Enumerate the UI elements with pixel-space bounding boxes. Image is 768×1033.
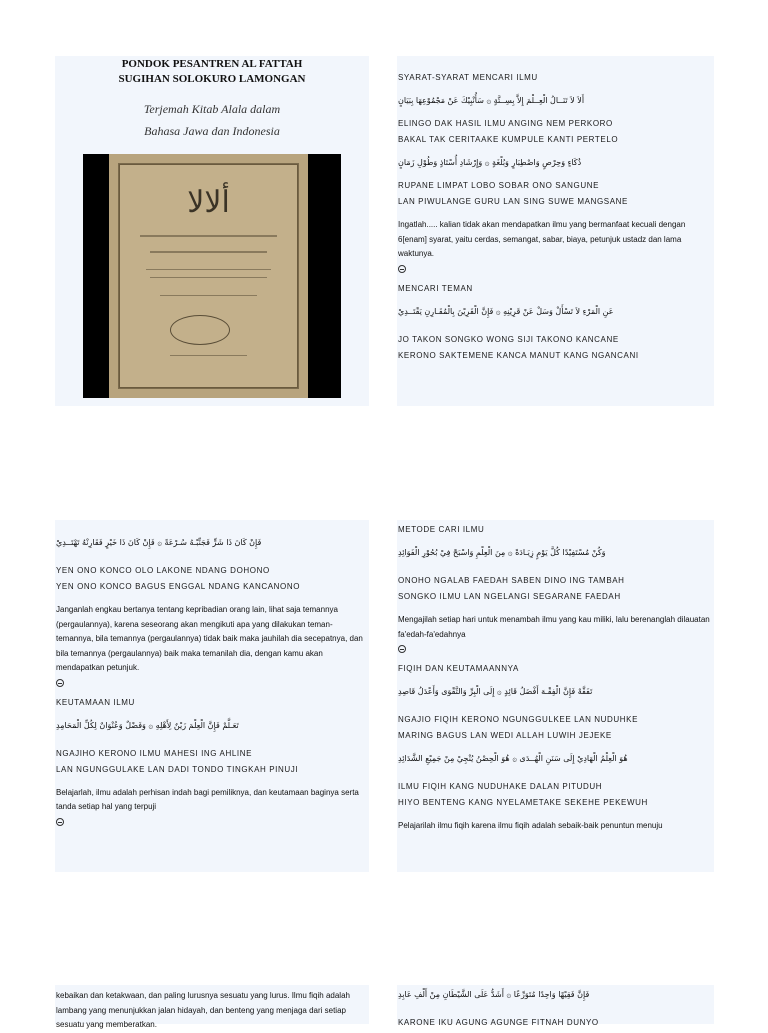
indonesian-paragraph: kebaikan dan ketakwaan, dan paling lurusnya sesuatu yang lurus. Ilmu fiqih adalah lambang yang menunjukkan jalan hidayah, dan benteng yang menjaga dari setiap sesuatu yang memberatkan.: [56, 991, 350, 1029]
javanese-line: JO TAKON SONGKO WONG SIJI TAKONO KANCANE: [398, 334, 619, 344]
subtitle-line1: Terjemah Kitab Alala dalam: [143, 102, 281, 116]
javanese-line: ILMU FIQIH KANG NUDUHAKE DALAN PITUDUH: [398, 782, 603, 791]
javanese-line: RUPANE LIMPAT LOBO SOBAR ONO SANGUNE: [398, 181, 600, 190]
line-break-icon: [56, 818, 64, 826]
line-break-icon: [56, 679, 64, 687]
arabic-verse: عَنِ الْمَرْءِ لاَ تَسْأَلْ وَسَلْ عَنْ قَرِيْنِهِ ۞ فَإِنَّ الْقَرِيْنَ بِالْمُقَـارِنِ يَقْتَــدِيْ: [398, 306, 614, 316]
cover-text-line: [140, 235, 277, 237]
indonesian-paragraph: Pelajarilah ilmu fiqih karena ilmu fiqih adalah sebaik-baik penuntun menuju: [398, 821, 663, 830]
javanese-line: KARONE IKU AGUNG AGUNGE FITNAH DUNYO: [398, 1018, 599, 1027]
school-name-line2: SUGIHAN SOLOKURO LAMONGAN: [118, 73, 306, 85]
book-cover-art: [109, 154, 308, 398]
javanese-line: NGAJIO FIQIH KERONO NGUNGGULKEE LAN NUDUHKE: [398, 715, 639, 724]
page2-right-card: [397, 520, 714, 872]
page3-left-card: [55, 985, 369, 1029]
arabic-verse: تَفَقَّهْ فَإِنَّ الْفِقْـهَ أَفْضَلُ قَائِدٍ ۞ إِلَى الْبِرِّ وَالتَّقْوَى وَأَعْدَلُ قَاصِدِ: [398, 687, 593, 696]
subtitle-line2: Bahasa Jawa dan Indonesia: [144, 124, 280, 138]
javanese-line: LAN NGUNGGULAKE LAN DADI TONDO TINGKAH PINUJI: [56, 764, 299, 774]
javanese-line: MARING BAGUS LAN WEDI ALLAH LUWIH JEJEKE: [398, 731, 612, 740]
section-heading: KEUTAMAAN ILMU: [56, 697, 135, 707]
cover-text-line: [146, 269, 271, 270]
page3-right-card: [397, 985, 714, 1027]
cover-emblem: [170, 315, 230, 345]
cover-text-line: [150, 277, 267, 278]
javanese-line: ONOHO NGALAB FAEDAH SABEN DINO ING TAMBAH: [398, 576, 625, 585]
javanese-line: YEN ONO KONCO OLO LAKONE NDANG DOHONO: [56, 566, 270, 575]
section-heading: FIQIH DAN KEUTAMAANNYA: [398, 664, 519, 673]
cover-text-line: [170, 355, 247, 356]
cover-card: [55, 56, 369, 406]
arabic-verse: فَإِنَّ فَقِيْهًا وَاحِدًا مُتَوَرِّعًا ۞ أَشَدُّ عَلَى الشَّيْطَانِ مِنْ أَلْفِ عَابِدِ: [398, 990, 590, 999]
section-heading: METODE CARI ILMU: [398, 525, 485, 534]
indonesian-paragraph: Janganlah engkau bertanya tentang kepribadian orang lain, lihat saja temannya (pergaulannya), karena seseorang akan mengikuti apa yang dilakukan teman-temannya, bila temannya (pergaulannya) tidak baik maka jauhilah dia secepatnya, dan bila temannya (pergaulannya) baik maka temanilah dia, dengan kamu akan mendapatkan petunjuk.: [56, 605, 363, 672]
javanese-line: SONGKO ILMU LAN NGELANGI SEGARANE FAEDAH: [398, 592, 621, 601]
page1-right-card: [397, 56, 714, 406]
javanese-line: YEN ONO KONCO BAGUS ENGGAL NDANG KANCANONO: [56, 582, 301, 591]
indonesian-paragraph: Mengajilah setiap hari untuk menambah ilmu yang kau miliki, lalu berenanglah dilauatan fa'edah-fa'edahnya: [398, 615, 710, 639]
indonesian-paragraph: Ingatlah..... kalian tidak akan mendapatkan ilmu yang bermanfaat kecuali dengan 6[enam] syarat, yaitu cerdas, semangat, sabar, biaya, petunjuk ustadz dan lama waktunya.: [398, 220, 686, 258]
indonesian-paragraph: Belajarlah, ilmu adalah perhisan indah bagi pemiliknya, dan keutamaan baginya serta tanda setiap hal yang terpuji: [56, 787, 359, 811]
section-heading: MENCARI TEMAN: [398, 283, 473, 293]
javanese-line: BAKAL TAK CERITAAKE KUMPULE KANTI PERTELO: [398, 135, 619, 144]
inner-panel: [119, 164, 298, 388]
book-subtitle: [55, 98, 369, 142]
javanese-line: KERONO SAKTEMENE KANCA MANUT KANG NGANCANI: [398, 350, 639, 360]
line-break-icon: [398, 265, 406, 273]
javanese-line: NGAJIHO KERONO ILMU MAHESI ING AHLINE: [56, 748, 253, 758]
arabic-verse: وَكُنْ مُسْتَفِيْدًا كُلَّ يَوْمٍ زِيَـادَةً ۞ مِنَ الْعِلْمِ وَاسْبَحْ فِيْ بُحُوْرِ الْفَوَائِدِ: [398, 548, 606, 557]
line-break-icon: [398, 645, 406, 653]
school-name-line1: PONDOK PESANTREN AL FATTAH: [121, 58, 303, 70]
javanese-line: ELINGO DAK HASIL ILMU ANGING NEM PERKORO: [398, 119, 613, 128]
arabic-verse: فَإِنْ كَانَ ذَا شَرٍّ فَجَنِّبْـهُ سُـرْعَةً ۞ فَإِنْ كَانَ ذَا خَيْرٍ فَقَارِنْهُ تَهْتَــدِيْ: [56, 538, 262, 547]
cover-text-line: [150, 251, 267, 253]
cover-title-arabic: ألالا: [187, 185, 230, 220]
arabic-verse: أَلاَ لاَ تَنَــالُ الْعِــلْمَ إِلاَّ بِسِــتَّةٍ ۞ سَأُنْبِيْكَ عَنْ مَجْمُوْعِهَا بِبَيَانٍ: [398, 96, 585, 105]
arabic-verse: ذُكَاءٍ وَحِرْصٍ وَاصْطِبَارٍ وَبُلْغَةٍ ۞ وَإِرْشَادِ أُسْتَاذٍ وَطُوْلِ زَمَانٍ: [398, 158, 582, 167]
cover-text-line: [160, 295, 257, 296]
arabic-verse: تَعَـلَّمْ فَإِنَّ الْعِلْمَ زَيْنٌ لِأَهْلِهِ ۞ وَفَضْلٌ وَعُنْوَانٌ لِكُلِّ الْمَحَامِدِ: [56, 720, 239, 730]
page2-left-card: [55, 520, 369, 872]
javanese-line: HIYO BENTENG KANG NYELAMETAKE SEKEHE PEKEWUH: [398, 798, 648, 807]
book-cover-image: [83, 154, 341, 398]
arabic-verse: هُوَ الْعِلْمُ الْهَادِيْ إِلَى سَنَنِ الْهُــدَى ۞ هُوَ الْحِصْنُ يُنْجِيْ مِنْ جَمِيْعِ الشَّدَائِدِ: [398, 754, 628, 763]
javanese-line: LAN PIWULANGE GURU LAN SING SUWE MANGSANE: [398, 197, 628, 206]
section-heading: SYARAT-SYARAT MENCARI ILMU: [398, 73, 538, 82]
